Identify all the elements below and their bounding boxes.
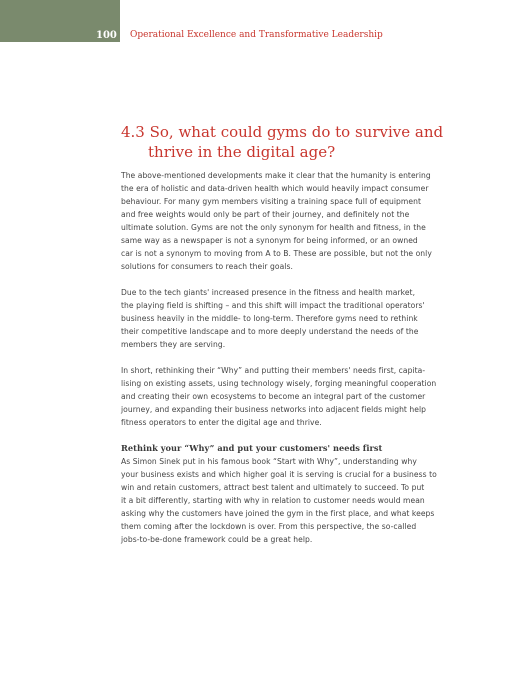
paragraph-line: members they are serving. [121, 340, 226, 349]
section-title [121, 122, 444, 162]
paragraph-line: them coming after the lockdown is over. From this perspective, the so-called [121, 522, 417, 531]
paragraph-line: business heavily in the middle- to long-term. Therefore gyms need to rethink [121, 314, 418, 323]
section-title-line-1: 4.3 So, what could gyms do to survive and [121, 123, 444, 141]
paragraph-line: the playing field is shifting – and this shift will impact the traditional operators' [121, 301, 425, 310]
paragraph-line: behaviour. For many gym members visiting a training space full of equipment [121, 197, 421, 206]
paragraph-line: and creating their own ecosystems to become an integral part of the customer [121, 392, 426, 401]
paragraph-line: As Simon Sinek put in his famous book “Start with Why”, understanding why [121, 457, 417, 466]
paragraph-line: win and retain customers, attract best talent and ultimately to succeed. To put [121, 483, 425, 492]
paragraph-line: the era of holistic and data-driven health which would heavily impact consumer [121, 184, 429, 193]
paragraph-3 [121, 364, 439, 429]
paragraph-line: The above-mentioned developments make it clear that the humanity is entering [121, 171, 431, 180]
paragraph-line: journey, and expanding their business networks into adjacent fields might help [121, 405, 427, 414]
page-number: 100 [96, 30, 117, 41]
paragraph-line: your business exists and which higher goal it is serving is crucial for a business to [121, 470, 437, 479]
paragraph-line: it a bit differently, starting with why in relation to customer needs would mean [121, 496, 425, 505]
paragraph-line: lising on existing assets, using technology wisely, forging meaningful cooperation [121, 379, 437, 388]
paragraph-line: solutions for consumers to reach their goals. [121, 262, 293, 271]
paragraph-2 [121, 286, 439, 351]
section-title-line-2: thrive in the digital age? [148, 143, 336, 161]
subsection-heading: Rethink your “Why” and put your customers' needs first [121, 443, 383, 453]
paragraph-line: fitness operators to enter the digital age and thrive. [121, 418, 322, 427]
paragraph-line: In short, rethinking their “Why” and putting their members' needs first, capita- [121, 366, 426, 375]
paragraph-line: and free weights would only be part of their journey, and definitely not the [121, 210, 410, 219]
paragraph-line: jobs-to-be-done framework could be a great help. [121, 535, 313, 544]
paragraph-1 [121, 169, 439, 273]
paragraph-line: ultimate solution. Gyms are not the only synonym for health and fitness, in the [121, 223, 426, 232]
paragraph-line: Due to the tech giants' increased presence in the fitness and health market, [121, 288, 416, 297]
paragraph-line: asking why the customers have joined the gym in the first place, and what keeps [121, 509, 435, 518]
subsection [121, 442, 439, 546]
running-header: Operational Excellence and Transformative Leadership [130, 30, 383, 40]
paragraph-line: their competitive landscape and to more deeply understand the needs of the [121, 327, 419, 336]
paragraph-line: car is not a synonym to moving from A to B. These are possible, but not the only [121, 249, 432, 258]
body-text [121, 169, 439, 546]
paragraph-line: same way as a newspaper is not a synonym for being informed, or an owned [121, 236, 418, 245]
